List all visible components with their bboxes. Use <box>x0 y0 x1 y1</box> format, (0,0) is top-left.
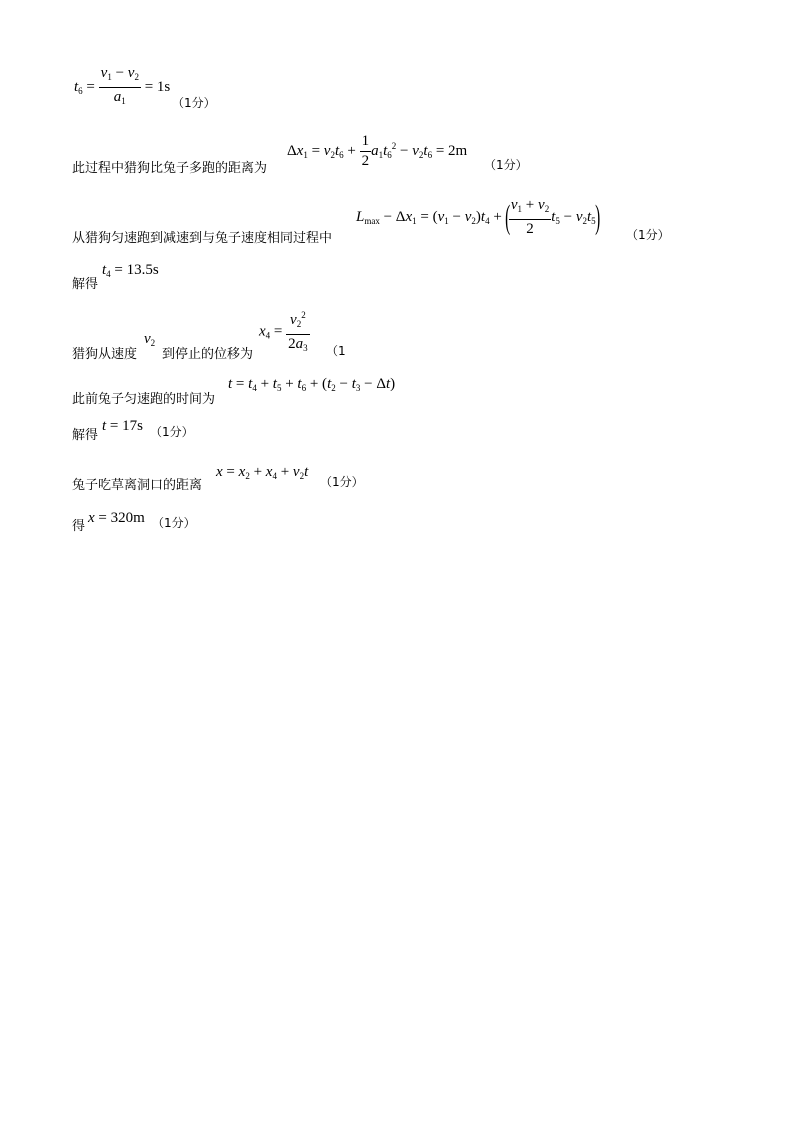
score-mark: （1分） <box>150 425 194 439</box>
text-line: 到停止的位移为 <box>162 347 254 362</box>
text-line: 解得 <box>72 428 99 443</box>
formula-lmax: $L_{max} - \Delta x_1 = (v_1 - v_2)t_4$ + ( $\frac{v_1 + v_2}{2}$ $t_5 - v_2t_5$) <box>356 197 600 237</box>
text-line: 从猎狗匀速跑到减速到与兔子速度相同过程中 <box>72 231 333 246</box>
formula-x4: $x_4$ = $\frac{v_2^2}{2a_3}$ <box>259 306 310 358</box>
formula-v2: $v_2$ <box>144 331 156 348</box>
text-line: 此前兔子匀速跑的时间为 <box>72 392 216 407</box>
formula-t-result: t = 17s <box>102 418 143 434</box>
score-mark: （1分） <box>320 475 364 489</box>
text-line: 得 <box>72 519 86 534</box>
formula-t4: $t_4 = 13.5s$ <box>102 262 159 279</box>
score-mark: （1分） <box>626 228 670 242</box>
score-mark: （1分） <box>172 96 216 110</box>
text-line: 此过程中猎狗比兔子多跑的距离为 <box>72 161 268 176</box>
score-mark: （1分） <box>152 516 196 530</box>
formula-t-total: $t = t_4 + t_5 + t_6 + (t_2 - t_3 - \Delta t)$ <box>228 376 396 393</box>
text-line: 兔子吃草离洞口的距离 <box>72 478 203 493</box>
score-mark: （1 <box>326 344 346 358</box>
text-line: 解得 <box>72 277 99 292</box>
formula-t6: $t_6$ = $\frac{v_1 - v_2}{a_1}$ = 1s <box>74 65 171 106</box>
formula-x-result: x = 320m <box>88 510 145 526</box>
text-line: 猎狗从速度 <box>72 347 138 362</box>
score-mark: （1分） <box>484 158 528 172</box>
formula-x: $x = x_2 + x_4 + v_2t$ <box>216 464 309 481</box>
formula-delta-x1: $\Delta x_1 = v_2t_6$ + $\frac{1}{2}$ $a_1t_6^2 - v_2t_6 = 2m$ <box>287 133 468 169</box>
